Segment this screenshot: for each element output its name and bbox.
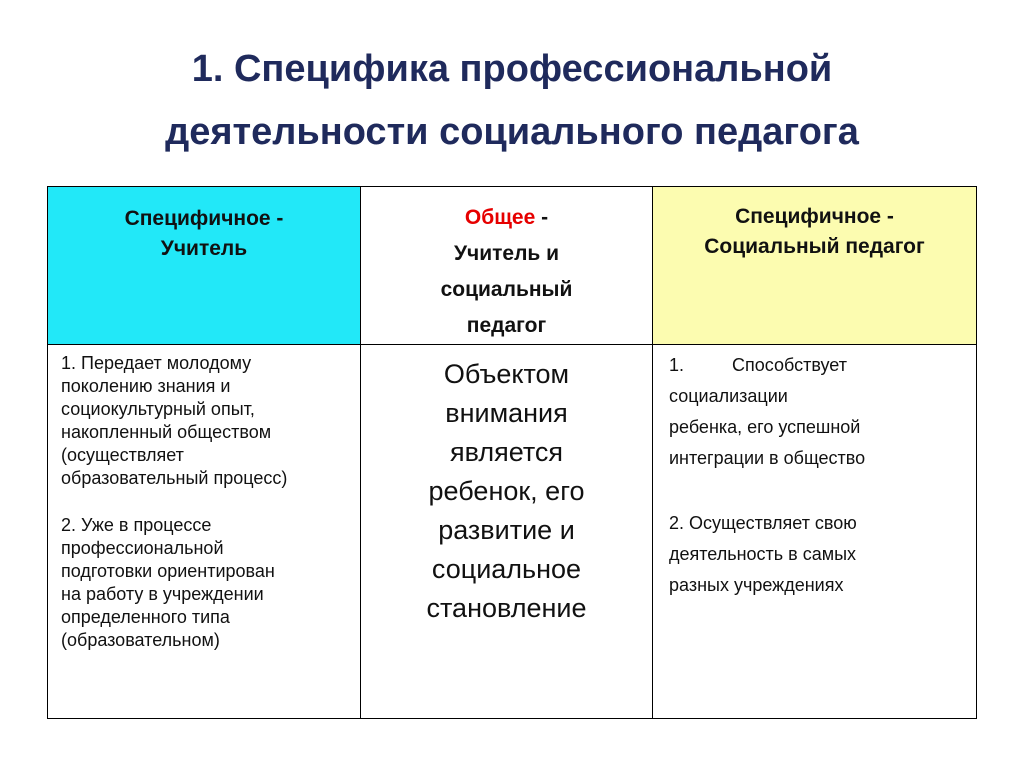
- header-col3-line-2: Социальный педагог: [704, 235, 925, 258]
- header-col2-line-3: социальный: [440, 278, 573, 301]
- teacher-item-1-line-5: (осуществляет: [61, 445, 184, 465]
- header-col1-line-2: Учитель: [160, 237, 248, 260]
- common-line-3: является: [449, 437, 564, 467]
- header-col2-line-4: педагог: [466, 314, 547, 337]
- header-common-dash: -: [535, 206, 549, 229]
- teacher-item-1-line-3: социокультурный опыт,: [61, 399, 255, 419]
- header-common-label: Общее: [464, 206, 536, 229]
- common-line-5: развитие и: [438, 515, 575, 545]
- teacher-item-2-line-3: подготовки ориентирован: [61, 561, 275, 581]
- header-row: [48, 187, 977, 345]
- teacher-item-2-line-5: определенного типа: [61, 607, 230, 627]
- header-col1-line-1: Специфичное -: [124, 207, 284, 230]
- social-item-1-line-4: интеграции в общество: [669, 448, 866, 468]
- social-item-2-line-3: разных учреждениях: [669, 575, 844, 595]
- header-social-pedagogue-specific: [653, 187, 977, 345]
- header-col2-line-1: [361, 200, 652, 236]
- social-item-2-line-2: деятельность в самых: [669, 544, 857, 564]
- social-item-1-line-1: [669, 350, 964, 381]
- social-item-1-line-2: социализации: [669, 386, 788, 406]
- header-col2-line-2: Учитель и: [453, 242, 560, 265]
- teacher-item-1-line-6: образовательный процесс): [61, 468, 288, 488]
- slide-title: [0, 38, 1024, 164]
- comparison-table: [47, 186, 977, 719]
- common-line-2: внимания: [445, 398, 568, 428]
- teacher-item-2-line-1: 2. Уже в процессе: [61, 515, 212, 535]
- header-common: [361, 187, 653, 345]
- teacher-item-1-line-4: накопленный обществом: [61, 422, 272, 442]
- common-line-7: становление: [426, 593, 587, 623]
- teacher-item-1-line-2: поколению знания и: [61, 376, 231, 396]
- teacher-item-2-line-6: (образовательном): [61, 630, 220, 650]
- slide-title-line-2: деятельности социального педагога: [165, 111, 859, 153]
- teacher-item-2-line-4: на работу в учреждении: [61, 584, 264, 604]
- cell-common: [361, 345, 653, 719]
- social-item-1-text: Способствует: [732, 355, 847, 375]
- cell-social-pedagogue-specific: [653, 345, 977, 719]
- content-row: [48, 345, 977, 719]
- common-line-4: ребенок, его: [428, 476, 585, 506]
- social-item-1-line-3: ребенка, его успешной: [669, 417, 861, 437]
- social-item-1-number: 1.: [669, 355, 685, 375]
- header-teacher-specific: [48, 187, 361, 345]
- cell-teacher-specific: [48, 345, 361, 719]
- teacher-item-2-line-2: профессиональной: [61, 538, 224, 558]
- common-line-6: социальное: [431, 554, 582, 584]
- common-line-1: Объектом: [443, 359, 570, 389]
- slide-title-line-1: 1. Специфика профессиональной: [191, 48, 833, 90]
- social-item-2-line-1: 2. Осуществляет свою: [669, 513, 857, 533]
- teacher-item-1-line-1: 1. Передает молодому: [61, 353, 252, 373]
- header-col3-line-1: Специфичное -: [735, 205, 894, 228]
